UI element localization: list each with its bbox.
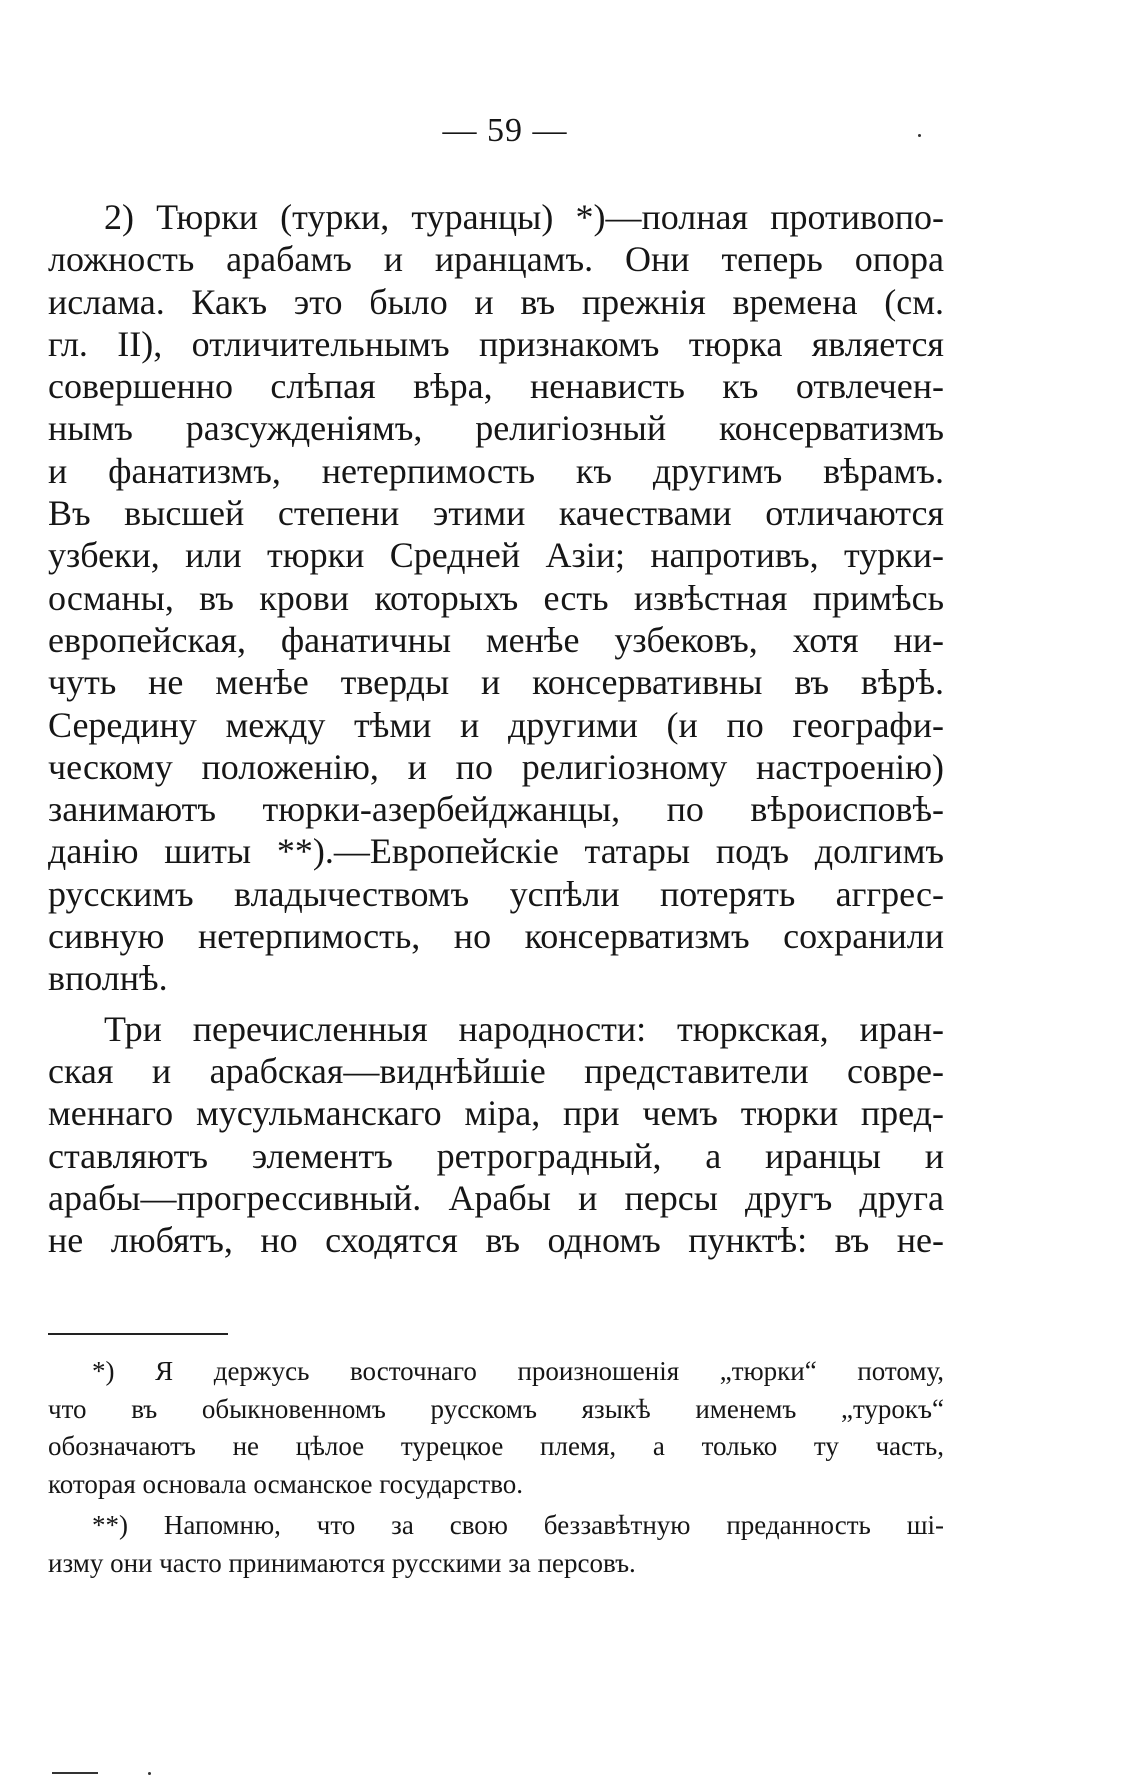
text-line: ставляютъ элементъ ретроградный, а иранцы и: [48, 1135, 944, 1176]
text-line: Середину между тѣми и другими (и по географи-: [48, 704, 944, 745]
footnote-line: **) Напомню, что за свою беззавѣтную преданность ші-: [92, 1510, 944, 1540]
text-line: занимаютъ тюрки-азербейджанцы, по вѣроисповѣ-: [48, 789, 944, 830]
text-line: сивную нетерпимость, но консерватизмъ сохранили: [48, 916, 944, 957]
text-line: европейская, фанатичны менѣе узбековъ, хотя ни-: [48, 619, 944, 660]
footnote-line: что въ обыкновенномъ русскомъ языкѣ именемъ „турокъ“: [48, 1393, 944, 1424]
text-line: не любятъ, но сходятся въ одномъ пунктѣ: въ не-: [48, 1220, 944, 1261]
text-line: меннаго мусульманскаго міра, при чемъ тюрки пред-: [48, 1093, 944, 1134]
text-line: 2) Тюрки (турки, туранцы) *)—полная противопо-: [104, 197, 944, 237]
text-line: совершенно слѣпая вѣра, ненависть къ отвлечен-: [48, 366, 944, 407]
text-line: и фанатизмъ, нетерпимость къ другимъ вѣрамъ.: [48, 450, 944, 491]
paragraph-gap: [48, 1000, 944, 1008]
text-line: данію шиты **).—Европейскіе татары подъ долгимъ: [48, 831, 944, 872]
page-number: — 59 —: [442, 112, 568, 149]
text-line: Въ высшей степени этими качествами отличаются: [48, 493, 944, 534]
footnote-line: *) Я держусь восточнаго произношенія „тюрки“ потому,: [92, 1356, 944, 1386]
text-line: ислама. Какъ это было и въ прежнія времена (см.: [48, 281, 944, 322]
text-line: узбеки, или тюрки Средней Азіи; напротивъ, турки-: [48, 535, 944, 576]
text-line: ложность арабамъ и иранцамъ. Они теперь опора: [48, 239, 944, 280]
footnote-line: которая основала османское государство.: [48, 1468, 524, 1499]
text-line: гл. II), отличительнымъ признакомъ тюрка является: [48, 323, 944, 364]
text-line: Три перечисленныя народности: тюркская, иран-: [104, 1008, 944, 1049]
text-line: ская и арабская—виднѣйшіе представители совре-: [48, 1050, 944, 1091]
footnote-separator: [48, 1333, 228, 1335]
text-line: арабы—прогрессивный. Арабы и персы другъ друга: [48, 1177, 944, 1218]
text-line: ческому положенію, и по религіозному настроенію): [48, 746, 944, 787]
footnotes: [48, 1353, 944, 1582]
footnote-line: обозначаютъ не цѣлое турецкое племя, а только ту часть,: [48, 1431, 944, 1461]
print-speck: [148, 1772, 151, 1775]
text-line: османы, въ крови которыхъ есть извѣстная примѣсь: [48, 577, 944, 618]
text-line: русскимъ владычествомъ успѣли потерять аггрес-: [48, 873, 944, 914]
print-mark: [52, 1772, 98, 1774]
print-speck: [918, 134, 921, 137]
text-line: вполнѣ.: [48, 958, 168, 999]
text-line: чуть не менѣе тверды и консервативны въ вѣрѣ.: [48, 662, 944, 703]
text-line: нымъ разсужденіямъ, религіозный консерватизмъ: [48, 408, 944, 449]
footnote-line: изму они часто принимаются русскими за персовъ.: [48, 1547, 636, 1578]
main-text: [48, 196, 944, 1261]
